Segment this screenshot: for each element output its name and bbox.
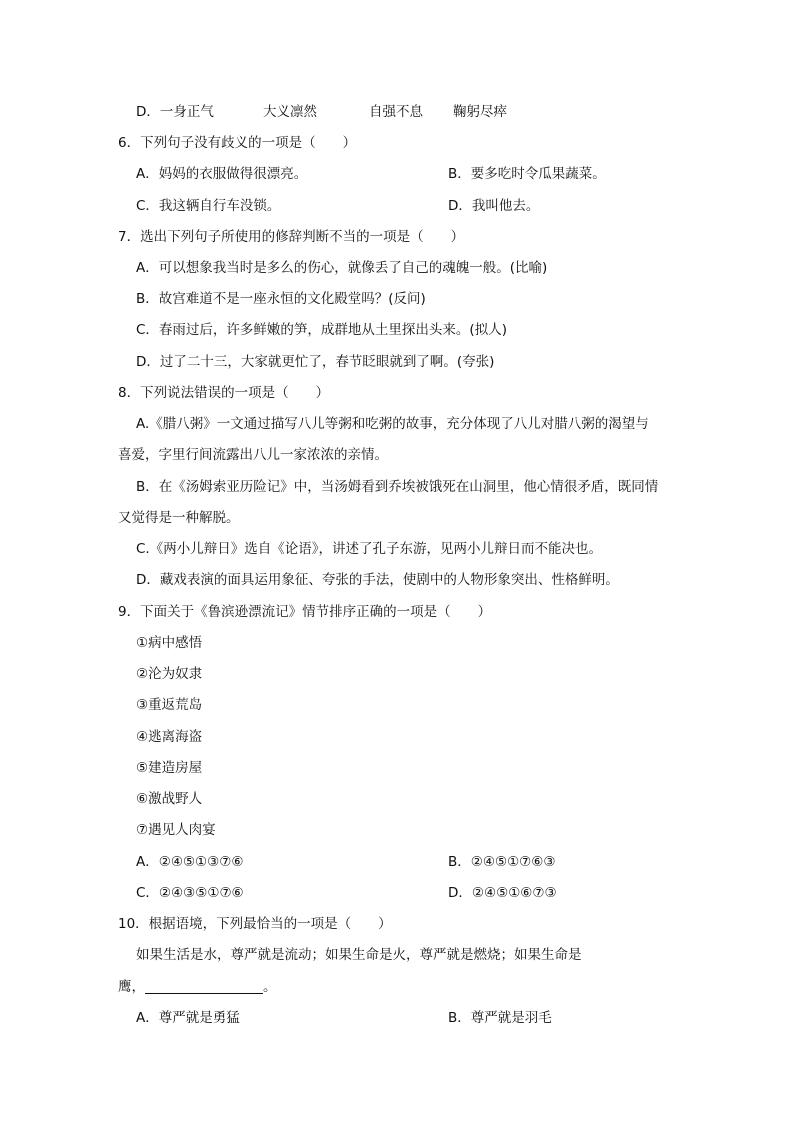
q8-option-a-line1: A.《腊八粥》一文通过描写八儿等粥和吃粥的故事，充分体现了八儿对腊八粥的渴望与 <box>136 416 649 432</box>
q9-event-4: ④逃离海盗 <box>136 729 203 745</box>
q8-stem: 8．下列说法错误的一项是（ ） <box>118 385 330 401</box>
q9-option-a: A．②④⑤①③⑦⑥ <box>136 854 244 870</box>
q9-event-7: ⑦遇见人肉宴 <box>136 822 216 838</box>
q7-option-b: B．故宫难道不是一座永恒的文化殿堂吗？(反问) <box>136 291 426 307</box>
q5-d-word4: 鞠躬尽瘁 <box>453 104 507 120</box>
q6-stem: 6．下列句子没有歧义的一项是（ ） <box>118 135 357 151</box>
q8-option-b-line1: B．在《汤姆索亚历险记》中，当汤姆看到乔埃被饿死在山洞里，他心情很矛盾，既同情 <box>136 479 659 495</box>
q7-option-a: A．可以想象我当时是多么的伤心，就像丢了自己的魂魄一般。(比喻) <box>136 260 548 276</box>
q7-stem: 7．选出下列句子所使用的修辞判断不当的一项是（ ） <box>118 229 465 245</box>
q9-option-b: B．②④⑤①⑦⑥③ <box>448 854 556 870</box>
q10-answer-blank <box>145 979 263 994</box>
q6-option-c: C．我这辆自行车没锁。 <box>136 198 281 214</box>
q10-text-line2 <box>118 977 277 997</box>
q9-event-2: ②沦为奴隶 <box>136 666 203 682</box>
q9-option-c: C．②④③⑤①⑦⑥ <box>136 885 244 901</box>
q6-option-d: D．我叫他去。 <box>448 198 540 214</box>
q8-option-d: D．藏戏表演的面具运用象征、夸张的手法，使剧中的人物形象突出、性格鲜明。 <box>136 572 619 588</box>
q10-stem: 10．根据语境，下列最恰当的一项是（ ） <box>118 916 392 932</box>
q8-option-a-line2: 喜爱，字里行间流露出八儿一家浓浓的亲情。 <box>118 447 388 463</box>
q10-text-prefix: 鹰， <box>118 979 145 995</box>
q6-option-b: B．要多吃时令瓜果蔬菜。 <box>448 166 606 182</box>
q6-option-a: A．妈妈的衣服做得很漂亮。 <box>136 166 308 182</box>
q10-text-suffix: 。 <box>263 979 277 995</box>
q8-option-c: C.《两小儿辩日》选自《论语》，讲述了孔子东游，见两小儿辩日而不能决也。 <box>136 541 602 557</box>
q7-option-d: D．过了二十三，大家就更忙了，春节眨眼就到了啊。(夸张) <box>136 354 495 370</box>
q9-option-d: D．②④⑤①⑥⑦③ <box>448 885 557 901</box>
q8-option-b-line2: 又觉得是一种解脱。 <box>118 510 240 526</box>
q5-d-word3: 自强不息 <box>369 104 423 120</box>
q7-option-c: C．春雨过后，许多鲜嫩的笋，成群地从土里探出头来。(拟人) <box>136 322 507 338</box>
q9-event-1: ①病中感悟 <box>136 635 203 651</box>
q5-d-word1: D．一身正气 <box>136 104 214 120</box>
q5-d-word2: 大义凛然 <box>263 104 317 120</box>
q10-option-b: B．尊严就是羽毛 <box>448 1010 552 1026</box>
q10-option-a: A．尊严就是勇猛 <box>136 1010 240 1026</box>
q10-text-line1: 如果生活是水，尊严就是流动；如果生命是火，尊严就是燃烧；如果生命是 <box>136 947 582 963</box>
q9-stem: 9．下面关于《鲁滨逊漂流记》情节排序正确的一项是（ ） <box>118 604 492 620</box>
q9-event-5: ⑤建造房屋 <box>136 760 203 776</box>
q9-event-6: ⑥激战野人 <box>136 791 203 807</box>
q5-option-d <box>136 102 214 122</box>
q9-event-3: ③重返荒岛 <box>136 697 203 713</box>
